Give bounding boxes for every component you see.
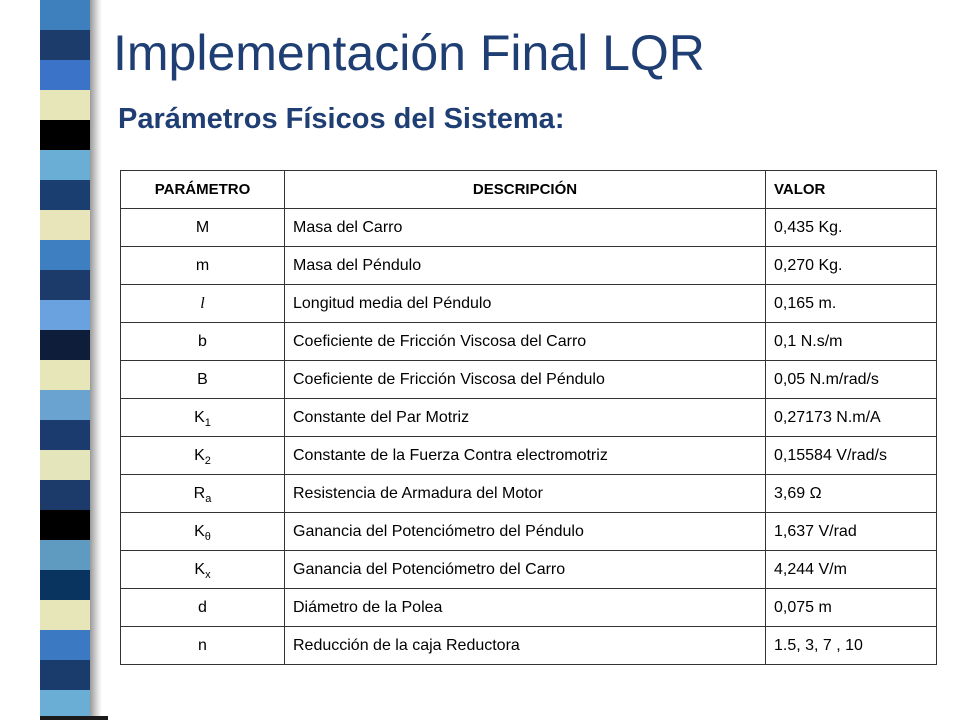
stripe-segment (40, 600, 90, 630)
param-value: 3,69 Ω (766, 475, 937, 513)
param-symbol (121, 323, 285, 361)
param-symbol (121, 627, 285, 665)
param-symbol (121, 209, 285, 247)
stripe-segment (40, 660, 90, 690)
param-symbol-main: K (194, 522, 205, 540)
table-row (121, 627, 937, 665)
param-symbol (121, 285, 285, 323)
param-description: Masa del Carro (285, 209, 766, 247)
param-value: 1,637 V/rad (766, 513, 937, 551)
param-symbol-main: R (193, 484, 206, 502)
stripe-segment (40, 360, 90, 390)
table-row (121, 323, 937, 361)
header-valor: VALOR (766, 171, 937, 209)
param-symbol-subscript: a (205, 492, 212, 505)
decorative-stripe-bar (40, 0, 90, 720)
param-description: Coeficiente de Fricción Viscosa del Péndulo (285, 361, 766, 399)
header-descripcion: DESCRIPCIÓN (285, 171, 766, 209)
param-symbol (121, 589, 285, 627)
param-description: Reducción de la caja Reductora (285, 627, 766, 665)
param-symbol-subscript: 1 (204, 416, 211, 429)
stripe-shadow (90, 0, 102, 720)
stripe-segment (40, 210, 90, 240)
param-symbol (121, 513, 285, 551)
stripe-segment (40, 270, 90, 300)
param-symbol (121, 475, 285, 513)
param-symbol-main: K (194, 446, 205, 464)
param-symbol-main: B (197, 370, 208, 388)
param-description: Ganancia del Potenciómetro del Péndulo (285, 513, 766, 551)
section-subtitle: Parámetros Físicos del Sistema: (118, 103, 565, 135)
stripe-segment (40, 60, 90, 90)
stripe-segment (40, 510, 90, 540)
param-description: Constante de la Fuerza Contra electromotriz (285, 437, 766, 475)
table-body (121, 209, 937, 665)
param-value: 0,270 Kg. (766, 247, 937, 285)
stripe-segment (40, 90, 90, 120)
table-row (121, 437, 937, 475)
param-symbol-subscript: 2 (204, 454, 211, 467)
stripe-segment (40, 570, 90, 600)
param-symbol (121, 361, 285, 399)
table-row (121, 247, 937, 285)
page-title: Implementación Final LQR (113, 25, 705, 81)
param-description: Constante del Par Motriz (285, 399, 766, 437)
table-row (121, 209, 937, 247)
param-symbol-main: m (195, 256, 210, 274)
stripe-segment (40, 330, 90, 360)
param-value: 0,05 N.m/rad/s (766, 361, 937, 399)
header-parametro: PARÁMETRO (121, 171, 285, 209)
param-symbol-main: l (200, 294, 205, 312)
param-symbol-subscript: θ (204, 530, 211, 543)
param-symbol-main: d (198, 598, 207, 616)
param-symbol-main: M (195, 218, 210, 236)
table-header-row (121, 171, 937, 209)
table-row (121, 361, 937, 399)
param-value: 0,1 N.s/m (766, 323, 937, 361)
stripe-segment (40, 480, 90, 510)
param-description: Diámetro de la Polea (285, 589, 766, 627)
param-symbol (121, 551, 285, 589)
param-value: 0,27173 N.m/A (766, 399, 937, 437)
param-description: Longitud media del Péndulo (285, 285, 766, 323)
table-row (121, 589, 937, 627)
param-value: 0,435 Kg. (766, 209, 937, 247)
param-symbol (121, 437, 285, 475)
param-symbol (121, 399, 285, 437)
stripe-segment (40, 540, 90, 570)
param-symbol-main: b (198, 332, 207, 350)
param-value: 0,15584 V/rad/s (766, 437, 937, 475)
stripe-segment (40, 630, 90, 660)
stripe-segment (40, 420, 90, 450)
param-symbol (121, 247, 285, 285)
param-value: 0,075 m (766, 589, 937, 627)
param-value: 1.5, 3, 7 , 10 (766, 627, 937, 665)
table-row (121, 285, 937, 323)
param-symbol-subscript: x (205, 568, 211, 581)
stripe-bottom-edge (40, 716, 108, 720)
table-row (121, 399, 937, 437)
param-description: Resistencia de Armadura del Motor (285, 475, 766, 513)
table-row (121, 475, 937, 513)
param-symbol-main: n (198, 636, 207, 654)
param-value: 0,165 m. (766, 285, 937, 323)
stripe-segment (40, 390, 90, 420)
stripe-segment (40, 0, 90, 30)
table-row (121, 513, 937, 551)
table-row (121, 551, 937, 589)
param-value: 4,244 V/m (766, 551, 937, 589)
stripe-segment (40, 120, 90, 150)
stripe-segment (40, 150, 90, 180)
param-symbol-main: K (194, 560, 206, 578)
parameters-table (120, 170, 937, 665)
stripe-segment (40, 450, 90, 480)
stripe-segment (40, 300, 90, 330)
stripe-segment (40, 30, 90, 60)
param-description: Ganancia del Potenciómetro del Carro (285, 551, 766, 589)
param-description: Coeficiente de Fricción Viscosa del Carro (285, 323, 766, 361)
stripe-segment (40, 240, 90, 270)
param-symbol-main: K (194, 408, 205, 426)
param-description: Masa del Péndulo (285, 247, 766, 285)
stripe-segment (40, 180, 90, 210)
